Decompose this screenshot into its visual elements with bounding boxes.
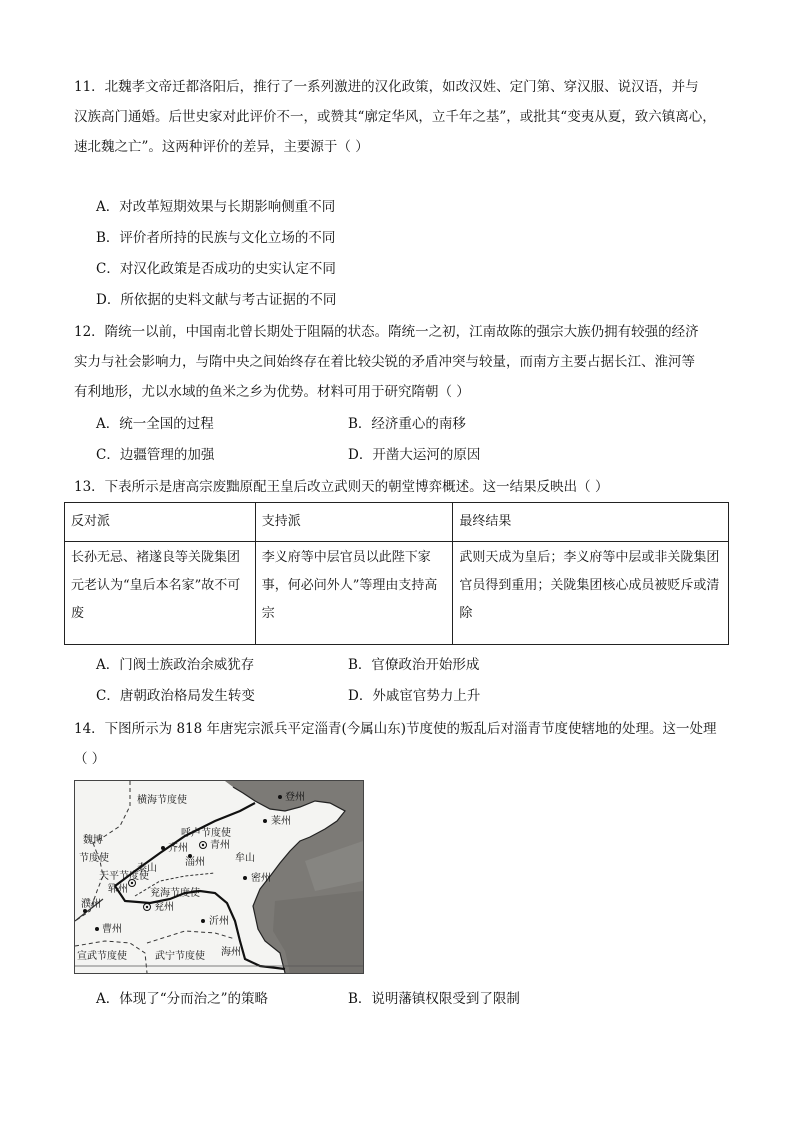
map-marker-miZhou	[243, 876, 247, 880]
map-marker-dengZhou	[278, 795, 282, 799]
map-label-huLu: 呼卢节度使	[181, 828, 231, 839]
q12-stem-line2: 实力与社会影响力，与隋中央之间始终存在着比较尖锐的矛盾冲突与较量，而南方主要占据长江、淮河等	[74, 354, 695, 370]
q13-option-a[interactable]: A．门阀士族政治余威犹存	[96, 657, 255, 673]
q11-stem-line1: 11．北魏孝文帝迁都洛阳后，推行了一系列激进的汉化政策，如改汉姓、定门第、穿汉服、说汉语，并与	[74, 79, 699, 95]
q12-option-d[interactable]: D．开凿大运河的原因	[348, 447, 481, 463]
table-header-opposition: 反对派	[65, 503, 256, 542]
table-cell-support: 李义府等中层官员以此陛下家事，何必问外人”等理由支持高宗	[255, 542, 453, 645]
map-label-qiZhou: 齐州	[168, 843, 188, 854]
q11-option-c[interactable]: C．对汉化政策是否成功的史实认定不同	[96, 261, 336, 277]
map-svg	[75, 781, 363, 973]
map-border-wuning	[147, 931, 235, 943]
map-label-laiZhou: 莱州	[271, 816, 291, 827]
map-marker-qiZhou	[161, 846, 165, 850]
map-label-ziZhou: 淄州	[185, 857, 205, 868]
map-label-haiZhou: 海州	[221, 947, 241, 958]
map-label-yiZhou: 沂州	[209, 916, 229, 927]
map-label-qingZhou: 青州	[210, 840, 230, 851]
map-marker-laiZhou	[263, 819, 267, 823]
map-label-hengHai: 横海节度使	[137, 795, 187, 806]
map-label-dengZhou: 登州	[285, 792, 305, 803]
q14-option-a[interactable]: A．体现了“分而治之”的策略	[96, 991, 269, 1007]
map-label-caoZhou: 曹州	[102, 924, 122, 935]
map-label-wuNing: 武宁节度使	[155, 951, 205, 962]
table-cell-opposition: 长孙无忌、褚遂良等关陇集团元老认为“皇后本名家”故不可废	[65, 542, 256, 645]
table-header-support: 支持派	[255, 503, 453, 542]
q12-option-c[interactable]: C．边疆管理的加强	[96, 447, 215, 463]
q14-stem-line2: （ ）	[74, 751, 106, 767]
table-header-result: 最终结果	[453, 503, 729, 542]
table-cell-result: 武则天成为皇后；李义府等中层或非关陇集团官员得到重用；关陇集团核心成员被贬斥或清除	[453, 542, 729, 645]
map-label-taiShan: 泰山	[137, 863, 157, 874]
map-label-yanZhou: 兖州	[154, 902, 174, 913]
q14-option-b[interactable]: B．说明藩镇权限受到了限制	[348, 991, 520, 1007]
q13-option-c[interactable]: C．唐朝政治格局发生转变	[96, 688, 255, 704]
q14-map	[74, 780, 364, 974]
q11-stem-line2: 汉族高门通婚。后世史家对此评价不一，或赞其“廓定华风，立千年之基”，或批其“变夷从夏，致六镇离心，	[74, 109, 716, 125]
map-label-xuanWu: 宣武节度使	[77, 951, 127, 962]
q12-stem-line3: 有利地形，尤以水域的鱼米之乡为优势。材料可用于研究隋朝（ ）	[74, 384, 470, 400]
q13-option-d[interactable]: D．外戚宦官势力上升	[348, 688, 481, 704]
map-label-miZhou: 密州	[251, 873, 271, 884]
map-label-muShan: 牟山	[235, 853, 255, 864]
map-label-jieDuShi: 节度使	[79, 853, 109, 864]
map-label-yanHai: 兖海节度使	[150, 888, 200, 899]
q13-table	[64, 502, 729, 645]
q14-stem-line1: 14．下图所示为 818 年唐宪宗派兵平定淄青(今属山东)节度使的叛乱后对淄青节度使辖地的处理。这一处理	[74, 721, 717, 737]
map-label-yunZhou: 郓州	[108, 884, 128, 895]
q12-option-a[interactable]: A．统一全国的过程	[96, 416, 214, 432]
q11-option-b[interactable]: B．评价者所持的民族与文化立场的不同	[96, 230, 336, 246]
q13-option-b[interactable]: B．官僚政治开始形成	[348, 657, 480, 673]
map-marker-yiZhou	[201, 919, 205, 923]
map-label-weiBo: 魏博	[83, 835, 103, 846]
q11-option-d[interactable]: D．所依据的史料文献与考古证据的不同	[96, 292, 337, 308]
q11-stem-line3: 速北魏之亡”。这两种评价的差异，主要源于（ ）	[74, 139, 369, 155]
map-border-hengHai	[93, 781, 130, 843]
q11-option-a[interactable]: A．对改革短期效果与长期影响侧重不同	[96, 199, 336, 215]
q12-stem-line1: 12．隋统一以前，中国南北曾长期处于阻隔的状态。隋统一之初，江南故陈的强宗大族仍拥有较强的经济	[74, 324, 699, 340]
map-label-puZhou: 濮州	[81, 899, 101, 910]
q13-stem: 13．下表所示是唐高宗废黜原配王皇后改立武则天的朝堂博弈概述。这一结果反映出（ ）	[74, 479, 609, 495]
q12-option-b[interactable]: B．经济重心的南移	[348, 416, 466, 432]
map-marker-caoZhou	[95, 927, 99, 931]
map-label-tianPing: 天平节度使	[99, 871, 149, 882]
